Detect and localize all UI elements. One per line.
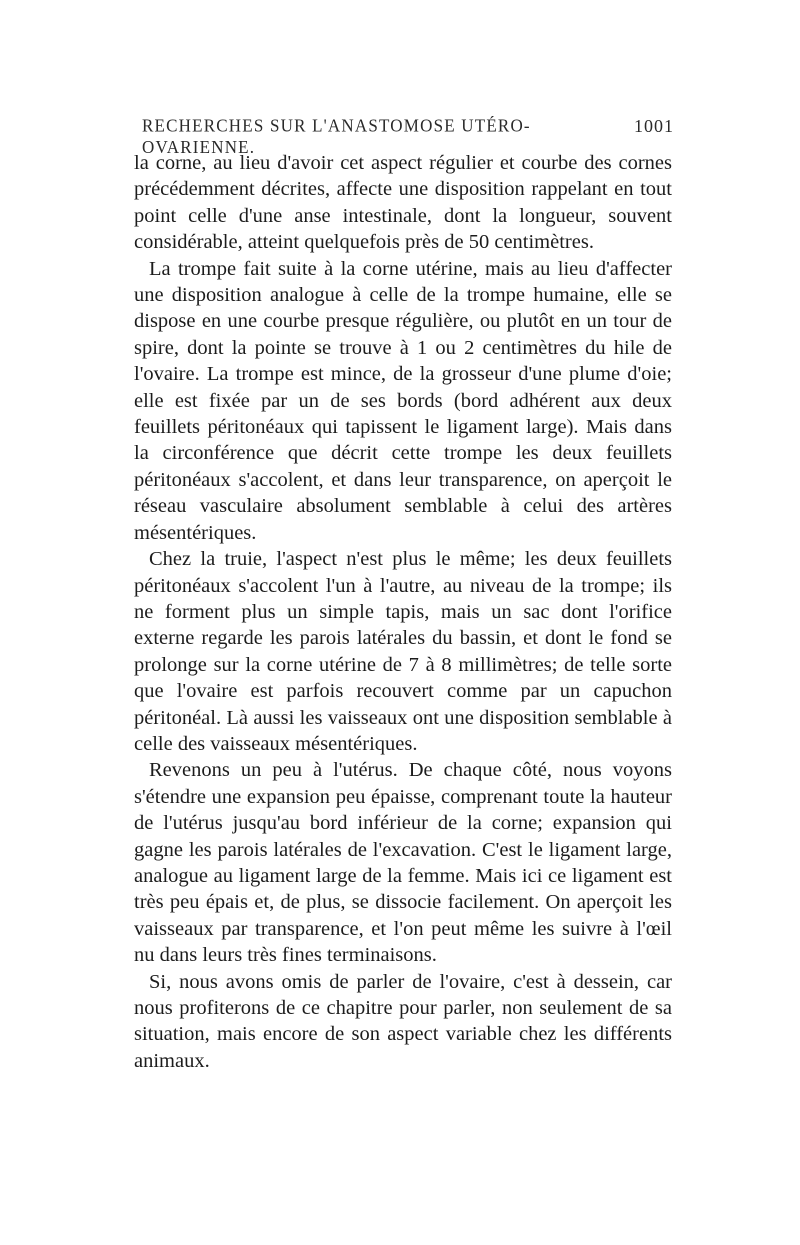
paragraph-2: La trompe fait suite à la corne utérine, mais au lieu d'affecter une disposition analogue à celle de la trompe humaine, elle se dispose en une courbe presque régulière, ou plutôt en un tour de spire, dont la pointe se trouve à 1 ou 2 centimètres du hile de l'ovaire. La trompe est mince, de la grosseur d'une plume d'oie; elle est fixée par un de ses bords (bord adhérent aux deux feuillets péritonéaux qui tapissent le ligament large). Mais dans la circonférence que décrit cette trompe les deux feuillets péritonéaux s'accolent, et dans leur transparence, on aperçoit le réseau vasculaire absolument semblable à celui des artères mésentériques.: [134, 257, 672, 544]
paragraph-1: la corne, au lieu d'avoir cet aspect régulier et courbe des cornes précédemment décrites, affecte une disposition rappelant en tout point celle d'une anse intestinale, dont la longueur, souvent considérable, atteint quelquefois près de 50 centimètres.: [134, 152, 672, 254]
paragraph-3: Chez la truie, l'aspect n'est plus le même; les deux feuillets péritonéaux s'accolent l'un à l'autre, au niveau de la trompe; ils ne forment plus un simple tapis, mais un sac dont l'orifice externe regarde les parois latérales du bassin, et dont le fond se prolonge sur la corne utérine de 7 à 8 millimètres; de telle sorte que l'ovaire est parfois recouvert comme par un capuchon péritonéal. Là aussi les vaisseaux ont une disposition semblable à celle des vaisseaux mésentériques.: [134, 548, 672, 755]
paragraph-5: Si, nous avons omis de parler de l'ovaire, c'est à dessein, car nous profiterons de ce chapitre pour parler, non seulement de sa situation, mais encore de son aspect variable chez les différents animaux.: [134, 970, 672, 1072]
body-text: [134, 150, 672, 1074]
running-title: RECHERCHES SUR L'ANASTOMOSE UTÉRO-OVARIENNE.: [142, 115, 531, 158]
page-number: 1001: [634, 116, 674, 136]
paragraph-4: Revenons un peu à l'utérus. De chaque côté, nous voyons s'étendre une expansion peu épaisse, comprenant toute la hauteur de l'utérus jusqu'au bord inférieur de la corne; expansion qui gagne les parois latérales de l'excavation. C'est le ligament large, analogue au ligament large de la femme. Mais ici ce ligament est très peu épais et, de plus, se dissocie facilement. On aperçoit les vaisseaux par transparence, et l'on peut même les suivre à l'œil nu dans leurs très fines terminaisons.: [134, 759, 672, 967]
